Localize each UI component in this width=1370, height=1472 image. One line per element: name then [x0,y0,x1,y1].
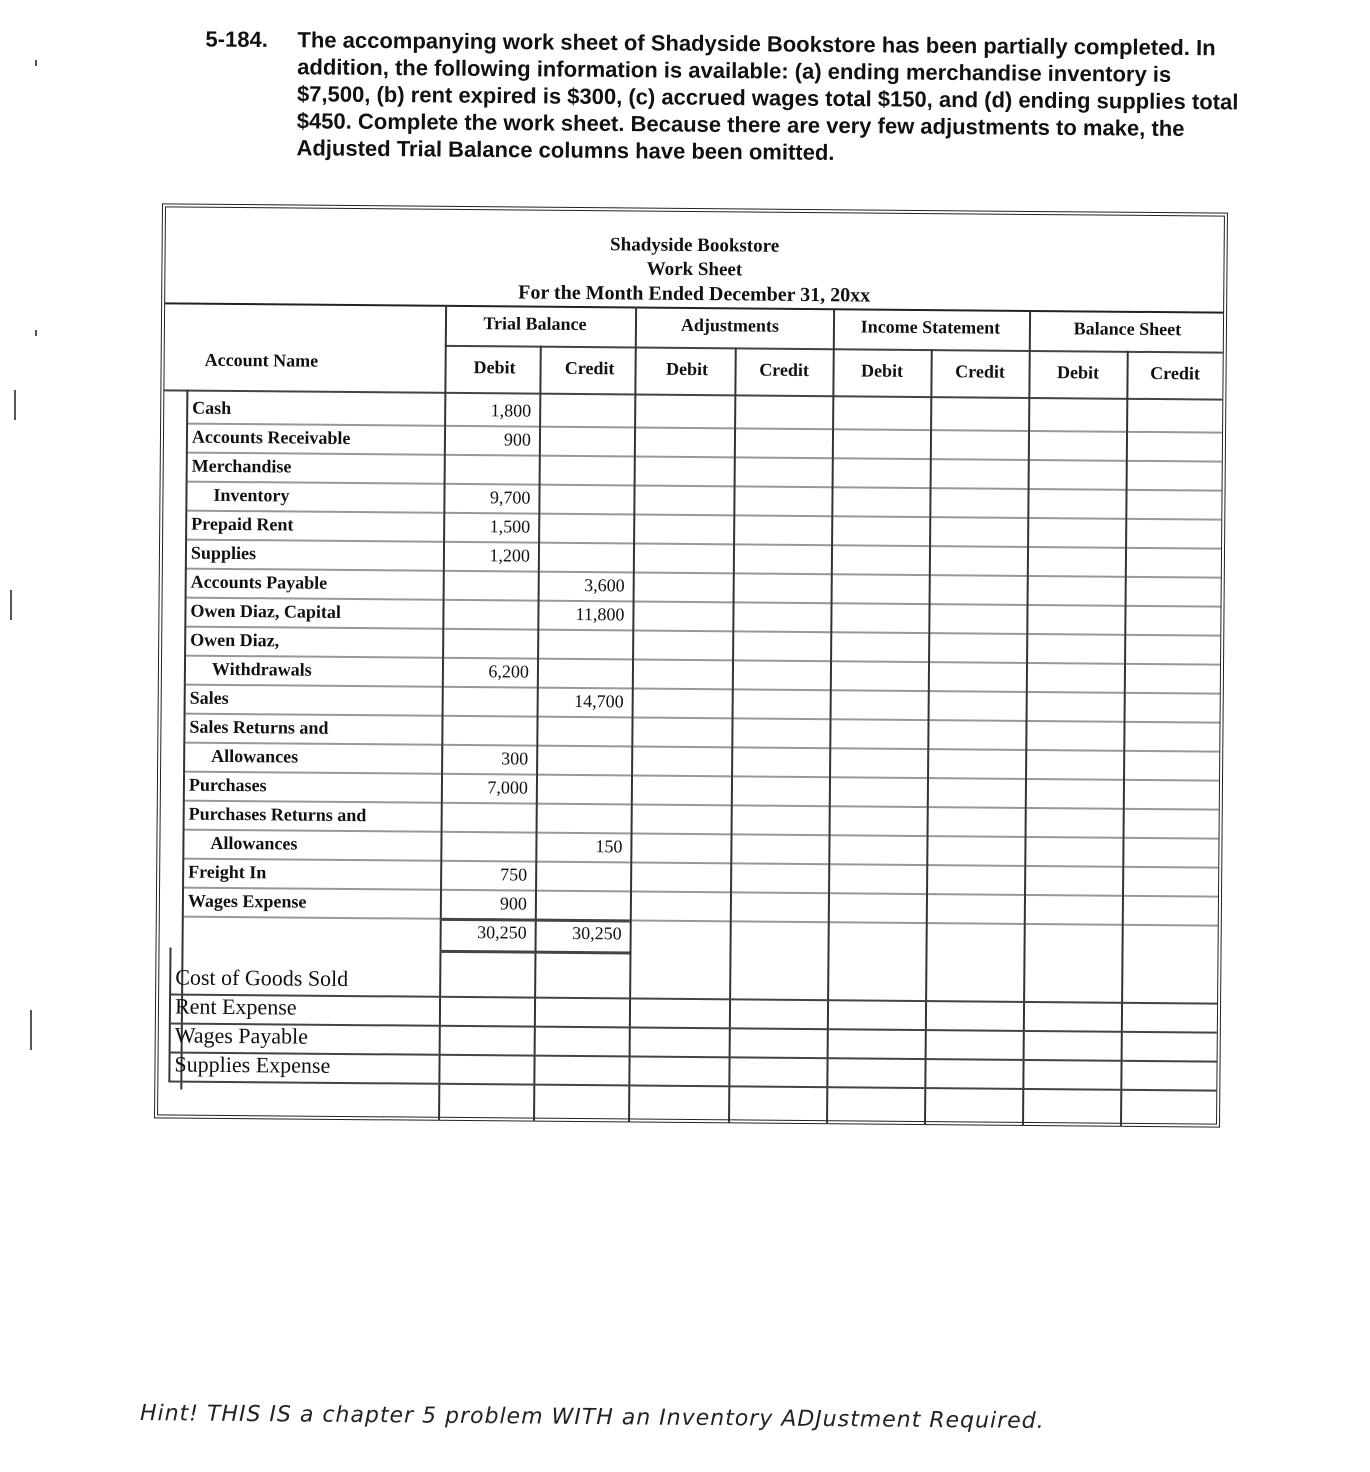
is-debit-header: Debit [860,360,904,381]
adj-credit-header: Credit [759,359,809,381]
trial-debit-cell [444,690,529,691]
trial-debit-cell [446,458,531,459]
scan-speck [14,390,16,420]
adj-debit-header: Debit [666,358,709,380]
added-account-supplies-expense: Supplies Expense [174,1051,331,1078]
trial-credit-cell [540,517,625,518]
trial-credit-cell [537,894,622,895]
trial-debit-cell: 9,700 [489,487,531,508]
added-left-rule [168,947,171,1082]
trial-credit-cell [541,488,626,489]
row-rule [185,510,1221,521]
account-name-cell: Purchases Returns and [188,803,367,826]
group-income-statement: Income Statement [860,316,1001,338]
trial-debit-cell: 750 [500,864,528,885]
row-rule [182,916,1218,927]
row-rule [186,481,1222,492]
trial-credit-cell [539,633,624,634]
account-name-cell: Withdrawals [211,658,312,680]
tb-credit-header: Credit [564,357,615,379]
total-debit: 30,250 [477,922,527,943]
col-rule-4 [728,347,737,1122]
trial-debit-cell: 6,200 [488,661,530,682]
account-name-cell: Sales Returns and [189,716,329,738]
worksheet-title: Work Sheet [646,258,743,281]
account-name-cell: Accounts Payable [190,571,328,593]
trial-debit-cell: 900 [499,893,528,914]
trial-debit-cell [443,835,528,836]
tb-debit-header: Debit [473,357,516,378]
company-name: Shadyside Bookstore [610,234,780,257]
trial-credit-cell [539,662,624,663]
total-credit: 30,250 [572,922,622,944]
account-name-cell: Accounts Receivable [191,426,351,449]
account-name-cell: Wages Expense [187,890,307,912]
trial-debit-cell: 7,000 [487,777,529,798]
is-credit-header: Credit [955,361,1005,382]
account-name-cell: Prepaid Rent [191,513,294,535]
row-rule [182,858,1218,869]
account-name-cell: Supplies [190,542,257,564]
row-rule [184,655,1220,666]
scan-speck [30,1010,32,1050]
trial-credit-cell [537,865,622,866]
trial-debit-cell: 900 [503,429,532,450]
group-balance-sheet: Balance Sheet [1073,318,1182,340]
column-header [164,302,1223,403]
group-trial-balance: Trial Balance [483,313,587,335]
trial-credit-cell [541,401,626,402]
trial-debit-cell [443,806,528,807]
added-rule-2 [169,1022,1217,1033]
row-rule [184,713,1220,724]
trial-credit-cell [541,430,626,431]
account-name-cell: Allowances [211,745,299,767]
problem-text: The accompanying work sheet of Shadyside Bookstore has been partially completed. In addition, the following information is available: (a) ending merchandise inventory is $7,500, (b) rent expired is $300, (c) accrued wages total $150, and (d) ending supplies total $450. Complete the work sheet. Because there are very few adjustments to make, the Adjusted Trial Balance columns have been omitted. [296,27,1239,165]
trial-credit-cell: 3,600 [584,575,625,596]
trial-debit-cell: 1,800 [490,400,532,421]
problem-statement [204,25,1250,169]
row-rule [185,568,1221,579]
account-name-cell: Owen Diaz, [190,629,280,651]
trial-credit-cell [541,459,626,460]
work-sheet [154,203,1228,1127]
scan-speck [10,590,12,620]
trial-debit-cell: 300 [501,748,529,769]
trial-credit-cell [540,546,625,547]
trial-credit-cell [538,749,623,750]
trial-debit-cell [445,603,530,604]
trial-debit-cell [444,719,529,720]
added-account-cogs: Cost of Goods Sold [175,964,349,992]
account-name-header: Account Name [204,349,319,371]
account-name-cell: Cash [192,397,232,418]
row-rule [183,771,1219,782]
scan-speck [35,330,37,336]
added-account-wages-payable: Wages Payable [174,1022,309,1049]
col-rule-6 [924,349,933,1124]
added-rule-1 [169,993,1217,1004]
col-rule-3 [628,306,637,1121]
account-name-cell: Owen Diaz, Capital [190,600,342,622]
col-rule-8 [1120,351,1129,1126]
trial-credit-cell: 11,800 [575,603,625,625]
trial-credit-cell [538,778,623,779]
row-rule [184,684,1220,695]
group-adjustments: Adjustments [680,314,780,336]
trial-debit-cell [445,574,530,575]
trial-debit-cell [444,632,529,633]
account-name-cell: Merchandise [191,455,292,477]
account-name-cell: Purchases [188,774,267,796]
row-rule [183,742,1219,753]
col-rule-1 [438,305,447,1120]
row-rule [186,452,1222,463]
worksheet-period: For the Month Ended December 31, 20xx [518,281,871,307]
row-rule [183,829,1219,840]
trial-credit-cell: 14,700 [574,690,624,712]
handwritten-hint: Hint! THIS IS a chapter 5 problem WITH an Inventory ADJustment Required. [139,1401,1045,1434]
added-rule-4 [168,1080,1216,1091]
account-name-cell: Freight In [188,861,267,883]
trial-debit-cell: 1,200 [489,545,531,566]
bs-credit-header: Credit [1150,362,1200,384]
added-account-rent-expense: Rent Expense [174,993,297,1020]
row-rule [185,539,1221,550]
col-rule-5 [826,308,835,1123]
account-name-cell: Sales [189,687,229,708]
col-rule-2 [533,346,542,1121]
account-name-cell: Inventory [213,484,290,506]
bs-debit-header: Debit [1056,362,1100,383]
trial-debit-cell: 1,500 [489,516,531,537]
trial-credit-cell [538,807,623,808]
account-name-cell: Allowances [210,832,298,854]
row-rule [184,626,1220,637]
col-rule-7 [1022,310,1031,1125]
trial-credit-cell [539,720,624,721]
problem-number: 5-184. [205,26,268,52]
row-rule [182,887,1218,898]
trial-credit-cell: 150 [595,836,623,857]
worksheet-heading [165,229,1224,310]
scan-speck [35,60,37,66]
